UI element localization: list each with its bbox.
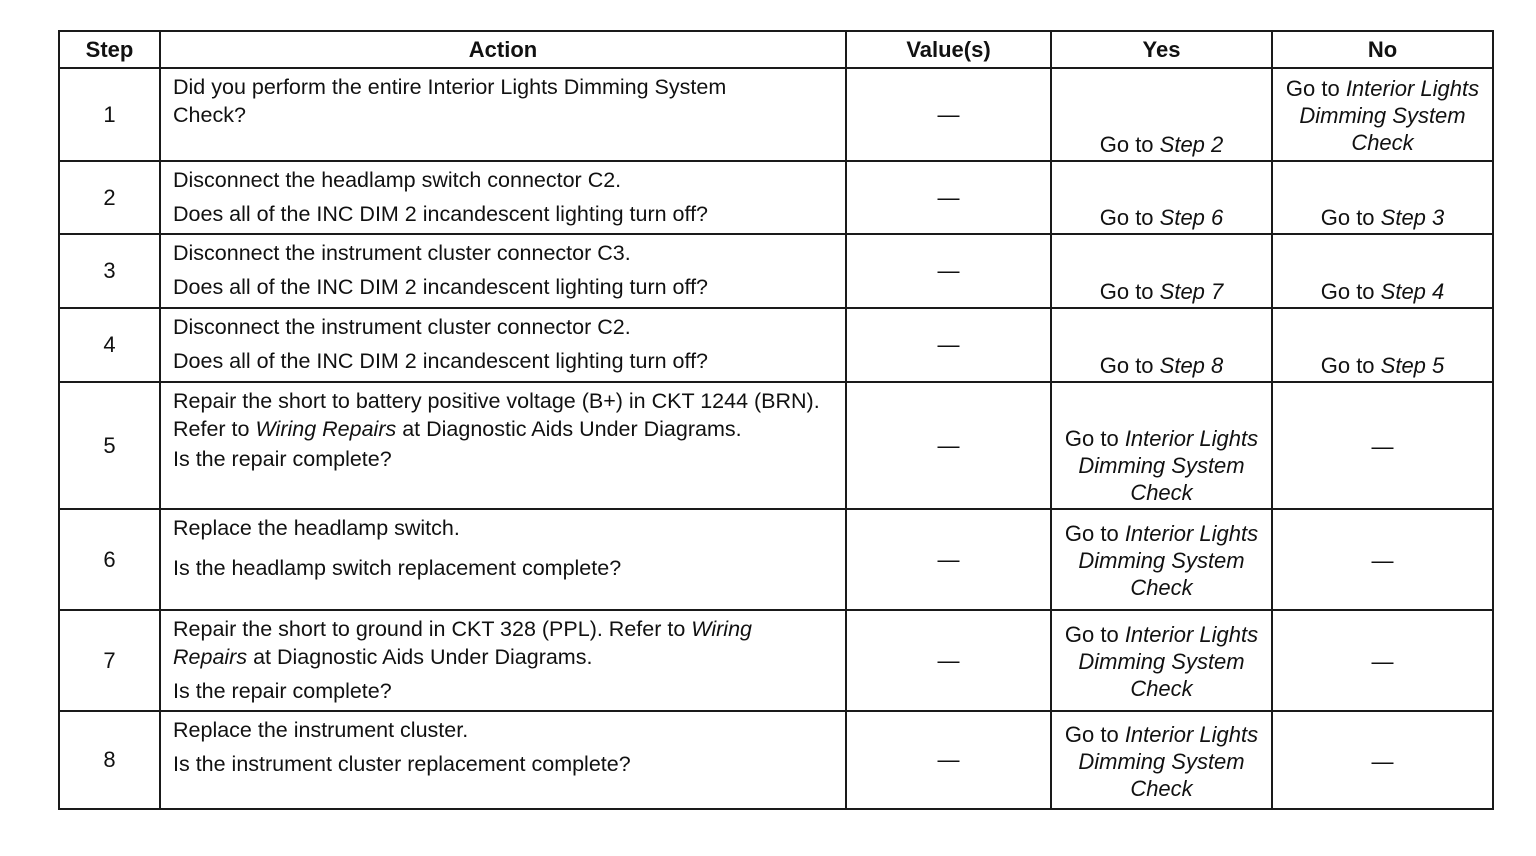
action-cell [160, 308, 846, 382]
table-row [59, 509, 1493, 610]
header-step: Step [59, 31, 160, 68]
step-number: 3 [59, 234, 160, 308]
action-question: Does all of the INC DIM 2 incandescent lighting turn off? [173, 275, 709, 299]
table-row [59, 68, 1493, 161]
no-cell: Go to Step 5 [1272, 308, 1493, 382]
action-question: Is the repair complete? [173, 679, 392, 703]
yes-cell: Go to Interior Lights Dimming System Check [1051, 711, 1272, 809]
step-reference: Step 6 [1159, 205, 1224, 230]
wiring-repairs-reference: Wiring Repairs [255, 417, 397, 441]
value-cell: — [846, 711, 1051, 809]
table-row [59, 234, 1493, 308]
value-cell: — [846, 610, 1051, 711]
no-cell: — [1272, 610, 1493, 711]
action-instruction: Repair the short to ground in CKT 328 (PPL). Refer to Wiring Repairs at Diagnostic Aids Under Diagrams. [173, 617, 752, 669]
action-instruction: Replace the instrument cluster. [173, 718, 469, 742]
procedure-reference: Interior Lights Dimming System Check [1078, 721, 1259, 801]
no-cell: — [1272, 382, 1493, 509]
procedure-reference: Interior Lights Dimming System Check [1078, 426, 1259, 505]
action-instruction: Repair the short to battery positive voltage (B+) in CKT 1244 (BRN). Refer to Wiring Repairs at Diagnostic Aids Under Diagrams. [173, 389, 820, 441]
step-number: 5 [59, 382, 160, 509]
step-reference: Step 5 [1380, 353, 1445, 378]
value-cell: — [846, 234, 1051, 308]
step-reference: Step 3 [1380, 205, 1445, 230]
action-instruction: Disconnect the instrument cluster connector C2. [173, 315, 631, 339]
yes-cell: Go to Step 6 [1051, 161, 1272, 234]
header-values: Value(s) [846, 31, 1051, 68]
action-question: Does all of the INC DIM 2 incandescent lighting turn off? [173, 349, 709, 373]
value-cell: — [846, 308, 1051, 382]
yes-cell: Go to Step 7 [1051, 234, 1272, 308]
action-question: Is the headlamp switch replacement complete? [173, 556, 622, 580]
step-number: 7 [59, 610, 160, 711]
action-cell [160, 711, 846, 809]
table-header-row [59, 31, 1493, 68]
action-cell [160, 610, 846, 711]
table-row [59, 711, 1493, 809]
step-number: 2 [59, 161, 160, 234]
procedure-reference: Interior Lights Dimming System Check [1078, 521, 1259, 600]
step-number: 6 [59, 509, 160, 610]
action-cell [160, 68, 846, 161]
step-number: 8 [59, 711, 160, 809]
no-cell: Go to Interior Lights Dimming System Check [1272, 68, 1493, 161]
action-cell [160, 382, 846, 509]
step-reference: Step 7 [1159, 279, 1224, 304]
no-cell: Go to Step 3 [1272, 161, 1493, 234]
no-cell: — [1272, 711, 1493, 809]
yes-cell: Go to Step 2 [1051, 68, 1272, 161]
procedure-reference: Interior Lights Dimming System Check [1078, 622, 1259, 701]
table-row [59, 610, 1493, 711]
action-cell [160, 161, 846, 234]
header-action: Action [160, 31, 846, 68]
action-question: Is the instrument cluster replacement complete? [173, 752, 631, 776]
header-yes: Yes [1051, 31, 1272, 68]
action-cell [160, 234, 846, 308]
wiring-repairs-reference: Wiring Repairs [173, 617, 752, 669]
action-cell [160, 509, 846, 610]
yes-cell: Go to Interior Lights Dimming System Check [1051, 382, 1272, 509]
action-instruction: Replace the headlamp switch. [173, 516, 460, 540]
step-reference: Step 2 [1159, 132, 1224, 157]
action-question: Is the repair complete? [173, 447, 392, 471]
table-row [59, 382, 1493, 509]
table-row [59, 161, 1493, 234]
value-cell: — [846, 161, 1051, 234]
step-reference: Step 4 [1380, 279, 1445, 304]
diagnostic-table [58, 30, 1494, 810]
action-text: Did you perform the entire Interior Lights Dimming System Check? [173, 75, 727, 127]
no-cell: Go to Step 4 [1272, 234, 1493, 308]
header-no: No [1272, 31, 1493, 68]
value-cell: — [846, 382, 1051, 509]
procedure-reference: Interior Lights Dimming System Check [1299, 76, 1480, 155]
step-number: 1 [59, 68, 160, 161]
action-instruction: Disconnect the headlamp switch connector C2. [173, 168, 622, 192]
yes-cell: Go to Step 8 [1051, 308, 1272, 382]
action-instruction: Disconnect the instrument cluster connector C3. [173, 241, 631, 265]
step-number: 4 [59, 308, 160, 382]
table-row [59, 308, 1493, 382]
value-cell: — [846, 509, 1051, 610]
no-cell: — [1272, 509, 1493, 610]
step-reference: Step 8 [1159, 353, 1224, 378]
yes-cell: Go to Interior Lights Dimming System Check [1051, 610, 1272, 711]
value-cell: — [846, 68, 1051, 161]
action-question: Does all of the INC DIM 2 incandescent lighting turn off? [173, 202, 709, 226]
yes-cell: Go to Interior Lights Dimming System Check [1051, 509, 1272, 610]
